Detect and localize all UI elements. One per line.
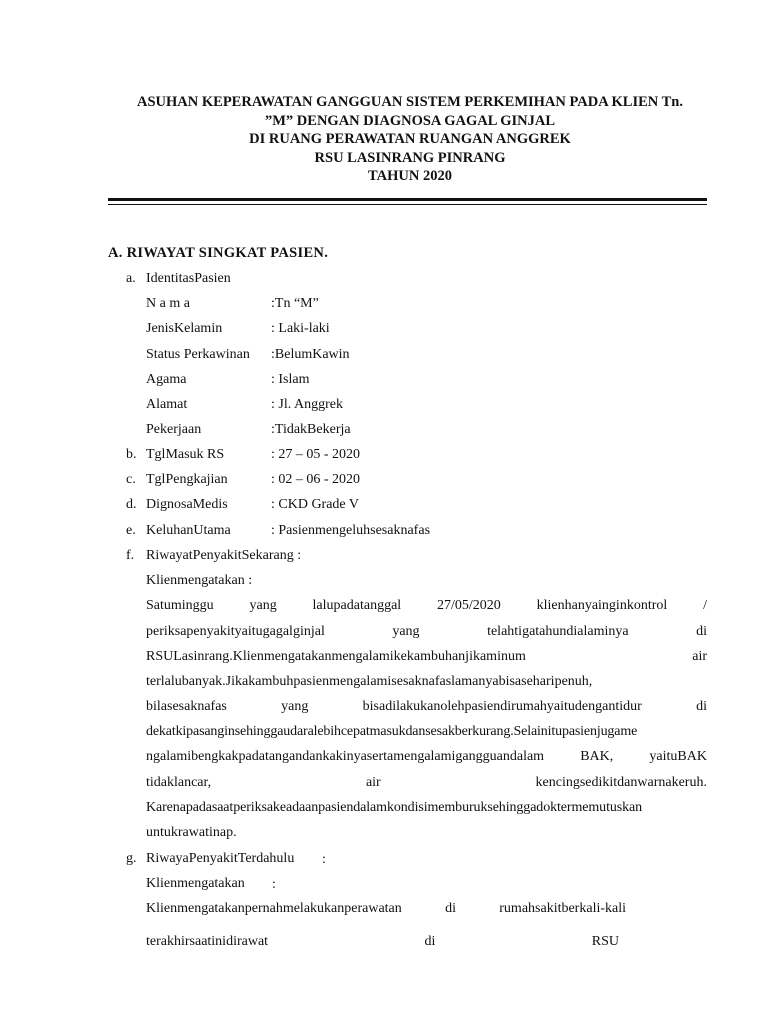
- word: klienhanyainginkontrol: [536, 598, 668, 613]
- word: 27/05/2020: [437, 598, 501, 613]
- document-title: [90, 93, 730, 186]
- word: Karenapadasaatperiksakeadaanpasiendalamkondisimemburuksehinggadoktermemutuskan: [146, 800, 643, 815]
- section-heading: A. RIWAYAT SINGKAT PASIEN.: [108, 245, 329, 261]
- current-history-line-1: [146, 598, 707, 614]
- title-line-3: DI RUANG PERAWATAN RUANGAN ANGGREK: [249, 131, 571, 147]
- list-marker-a: a.: [126, 271, 136, 286]
- title-divider-thin: [108, 204, 707, 205]
- current-history-line-7: [146, 749, 707, 765]
- word: rumahsakitberkali-kali: [499, 901, 626, 916]
- field-label-alamat: Alamat: [146, 397, 188, 412]
- current-history-line-5: [146, 699, 707, 715]
- current-history-intro: Klienmengatakan :: [146, 573, 253, 588]
- field-label-nama: N a m a: [146, 296, 190, 311]
- field-label-status-perkawinan: Status Perkawinan: [146, 347, 250, 362]
- past-history-line-2: [146, 934, 619, 950]
- list-marker-c: c.: [126, 472, 136, 487]
- current-history-line-8: [146, 775, 707, 791]
- field-label-tgl-pengkajian: TglPengkajian: [146, 472, 228, 487]
- title-line-5: TAHUN 2020: [368, 168, 452, 184]
- list-marker-b: b.: [126, 447, 137, 462]
- word: Satuminggu: [146, 598, 214, 613]
- word: di: [696, 624, 707, 639]
- field-value-jenis-kelamin: : Laki-laki: [271, 321, 330, 336]
- field-label-diagnosa: DignosaMedis: [146, 497, 228, 512]
- list-marker-g: g.: [126, 851, 137, 866]
- field-value-keluhan: : Pasienmengeluhsesaknafas: [271, 523, 431, 538]
- word: di: [424, 934, 436, 949]
- field-value-alamat: : Jl. Anggrek: [271, 397, 343, 412]
- word: yang: [281, 699, 309, 714]
- word: RSULasinrang.Klienmengatakanmengalamikekambuhanjikaminum: [146, 649, 526, 664]
- identity-label: IdentitasPasien: [146, 271, 231, 286]
- title-divider-thick: [108, 198, 707, 201]
- word: ngalamibengkakpadatangandankakinyasertamengalamigangguandalam: [146, 749, 545, 764]
- field-value-status-perkawinan: :BelumKawin: [271, 347, 350, 362]
- word: tidaklancar,: [146, 775, 212, 790]
- list-marker-f: f.: [126, 548, 135, 563]
- word: yang: [392, 624, 420, 639]
- word: bilasesaknafas: [146, 699, 227, 714]
- word: /: [703, 598, 707, 613]
- current-history-line-6: [146, 724, 637, 740]
- field-label-agama: Agama: [146, 372, 187, 387]
- current-history-line-4: [146, 674, 592, 690]
- field-value-tgl-pengkajian: : 02 – 06 - 2020: [271, 472, 361, 487]
- word: BAK,: [580, 749, 614, 764]
- list-marker-e: e.: [126, 523, 136, 538]
- word: air: [365, 775, 381, 790]
- word: di: [445, 901, 456, 916]
- list-marker-d: d.: [126, 497, 137, 512]
- word: Klienmengatakanpernahmelakukanperawatan: [146, 901, 402, 916]
- field-label-jenis-kelamin: JenisKelamin: [146, 321, 223, 336]
- word: di: [696, 699, 707, 714]
- field-label-tgl-masuk: TglMasuk RS: [146, 447, 225, 462]
- word: telahtigatahundialaminya: [487, 624, 629, 639]
- current-history-label: RiwayatPenyakitSekarang :: [146, 548, 302, 563]
- past-history-intro-colon: :: [272, 877, 276, 892]
- past-history-intro: Klienmengatakan: [146, 876, 245, 891]
- past-history-line-1: [146, 901, 626, 917]
- word: terakhirsaatinidirawat: [146, 934, 269, 949]
- current-history-line-10: [146, 825, 237, 841]
- word: kencingsedikitdanwarnakeruh.: [535, 775, 707, 790]
- field-value-tgl-masuk: : 27 – 05 - 2020: [271, 447, 361, 462]
- word: dekatkipasanginsehinggaudaralebihcepatmasukdansesakberkurang.Selainitupasienjugame: [146, 724, 638, 739]
- word: yaituBAK: [649, 749, 707, 764]
- word: lalupadatanggal: [312, 598, 402, 613]
- field-value-nama: :Tn “M”: [271, 296, 319, 311]
- word: bisadilakukanolehpasiendirumahyaitudengantidur: [362, 699, 642, 714]
- past-history-colon: :: [322, 852, 326, 867]
- word: air: [692, 649, 707, 664]
- word: yang: [249, 598, 277, 613]
- current-history-line-9: [146, 800, 642, 816]
- field-label-pekerjaan: Pekerjaan: [146, 422, 202, 437]
- title-line-2: ”M” DENGAN DIAGNOSA GAGAL GINJAL: [264, 112, 556, 129]
- word: periksapenyakityaitugagalginjal: [146, 624, 325, 639]
- field-value-diagnosa: : CKD Grade V: [271, 497, 360, 512]
- word: RSU: [591, 934, 619, 949]
- current-history-line-3: [146, 649, 707, 665]
- title-line-1: ASUHAN KEPERAWATAN GANGGUAN SISTEM PERKEMIHAN PADA KLIEN Tn.: [137, 94, 683, 110]
- field-label-keluhan: KeluhanUtama: [146, 523, 231, 538]
- field-value-pekerjaan: :TidakBekerja: [271, 422, 351, 437]
- past-history-label: RiwayaPenyakitTerdahulu: [146, 851, 295, 866]
- current-history-line-2: [146, 624, 707, 640]
- word: terlalubanyak.Jikakambuhpasienmengalamisesaknafaslamanyabisaseharipenuh,: [146, 674, 593, 689]
- word: untukrawatinap.: [146, 825, 237, 840]
- title-line-4: RSU LASINRANG PINRANG: [314, 149, 506, 166]
- field-value-agama: : Islam: [271, 372, 310, 387]
